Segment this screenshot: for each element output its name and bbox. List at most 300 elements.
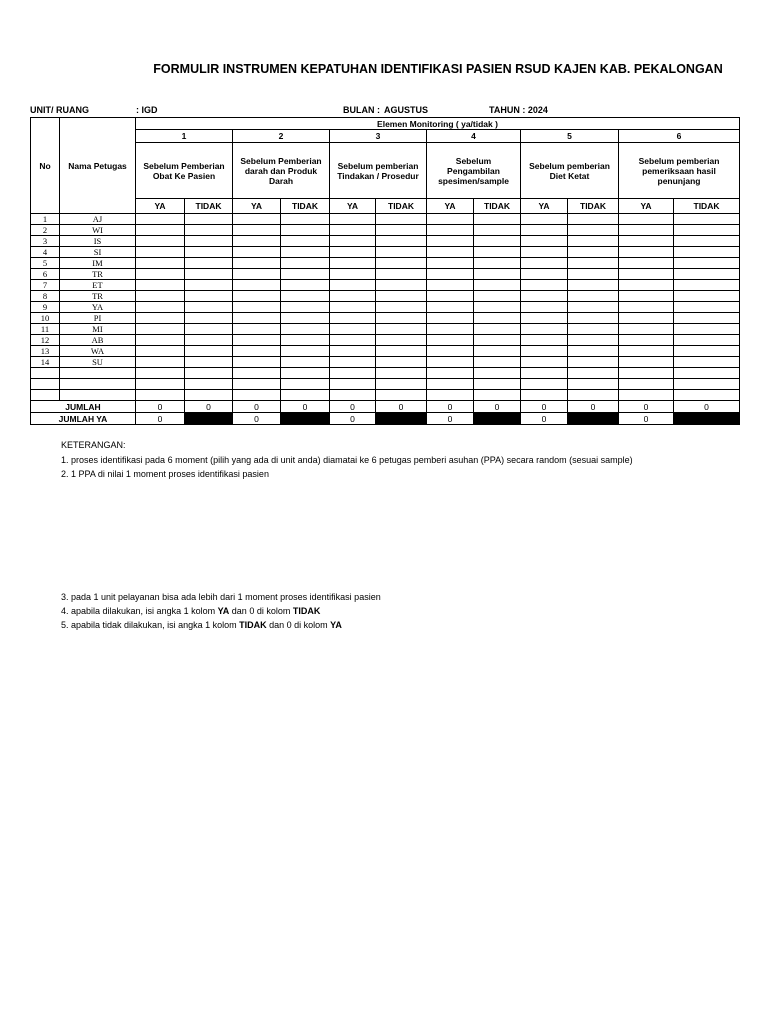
entry-cell[interactable] [474, 214, 521, 225]
blank-cell[interactable] [233, 379, 281, 390]
entry-cell[interactable] [376, 214, 427, 225]
jumlah-ya-value: 0 [619, 413, 674, 425]
blank-cell[interactable] [330, 379, 376, 390]
entry-cell[interactable] [233, 302, 281, 313]
entry-cell[interactable] [233, 225, 281, 236]
blank-cell[interactable] [427, 368, 474, 379]
entry-cell[interactable] [427, 214, 474, 225]
entry-cell[interactable] [136, 291, 185, 302]
blank-cell[interactable] [568, 379, 619, 390]
entry-cell[interactable] [568, 357, 619, 368]
tidak-header: TIDAK [185, 199, 233, 214]
header-row-group [31, 118, 740, 130]
blank-cell [31, 379, 60, 390]
entry-cell[interactable] [233, 335, 281, 346]
entry-cell[interactable] [427, 291, 474, 302]
jumlah-value: 0 [568, 401, 619, 413]
entry-cell[interactable] [521, 236, 568, 247]
entry-cell[interactable] [427, 225, 474, 236]
row-number: 2 [31, 225, 60, 236]
entry-cell[interactable] [281, 291, 330, 302]
entry-cell[interactable] [185, 302, 233, 313]
entry-cell[interactable] [281, 335, 330, 346]
entry-cell[interactable] [619, 269, 674, 280]
entry-cell[interactable] [233, 258, 281, 269]
note-line-5: 5. apabila tidak dilakukan, isi angka 1 kolom TIDAK dan 0 di kolom YA [61, 620, 342, 630]
entry-cell[interactable] [619, 357, 674, 368]
table-row [31, 357, 740, 368]
entry-cell[interactable] [185, 346, 233, 357]
entry-cell[interactable] [674, 214, 740, 225]
entry-cell[interactable] [330, 291, 376, 302]
bulan-label: BULAN : [343, 105, 380, 115]
entry-cell[interactable] [185, 225, 233, 236]
entry-cell[interactable] [427, 313, 474, 324]
blank-cell[interactable] [136, 379, 185, 390]
tidak-header: TIDAK [474, 199, 521, 214]
entry-cell[interactable] [568, 214, 619, 225]
entry-cell[interactable] [568, 313, 619, 324]
blank-cell[interactable] [330, 390, 376, 401]
entry-cell[interactable] [568, 258, 619, 269]
blank-cell[interactable] [474, 379, 521, 390]
row-number: 14 [31, 357, 60, 368]
entry-cell[interactable] [521, 335, 568, 346]
table-row [31, 225, 740, 236]
entry-cell[interactable] [674, 324, 740, 335]
blank-cell[interactable] [674, 379, 740, 390]
blank-cell[interactable] [185, 390, 233, 401]
entry-cell[interactable] [521, 313, 568, 324]
note-line-4: 4. apabila dilakukan, isi angka 1 kolom YA dan 0 di kolom TIDAK [61, 606, 321, 616]
entry-cell[interactable] [427, 346, 474, 357]
blank-cell[interactable] [427, 390, 474, 401]
row-name: AB [60, 335, 136, 346]
blank-cell[interactable] [281, 379, 330, 390]
jumlah-ya-row [31, 413, 740, 425]
entry-cell[interactable] [521, 214, 568, 225]
entry-cell[interactable] [185, 247, 233, 258]
row-number: 10 [31, 313, 60, 324]
entry-cell[interactable] [619, 335, 674, 346]
moment-number: 5 [521, 130, 619, 143]
blacked-out-cell [281, 413, 330, 425]
entry-cell[interactable] [330, 247, 376, 258]
row-number: 5 [31, 258, 60, 269]
entry-cell[interactable] [376, 280, 427, 291]
form-title: FORMULIR INSTRUMEN KEPATUHAN IDENTIFIKASI PASIEN RSUD KAJEN KAB. PEKALONGAN [153, 62, 723, 76]
entry-cell[interactable] [474, 302, 521, 313]
blank-cell[interactable] [619, 368, 674, 379]
entry-cell[interactable] [376, 291, 427, 302]
entry-cell[interactable] [674, 236, 740, 247]
row-name: SI [60, 247, 136, 258]
blank-cell[interactable] [136, 390, 185, 401]
entry-cell[interactable] [281, 280, 330, 291]
blank-cell[interactable] [474, 390, 521, 401]
entry-cell[interactable] [136, 214, 185, 225]
jumlah-label: JUMLAH [31, 401, 136, 413]
blank-cell[interactable] [521, 368, 568, 379]
monitoring-table [30, 117, 740, 425]
entry-cell[interactable] [330, 335, 376, 346]
entry-cell[interactable] [185, 335, 233, 346]
blank-cell[interactable] [427, 379, 474, 390]
entry-cell[interactable] [281, 324, 330, 335]
row-name: YA [60, 302, 136, 313]
jumlah-value: 0 [619, 401, 674, 413]
blank-cell[interactable] [330, 368, 376, 379]
entry-cell[interactable] [619, 214, 674, 225]
entry-cell[interactable] [281, 357, 330, 368]
entry-cell[interactable] [521, 302, 568, 313]
blank-cell[interactable] [568, 368, 619, 379]
entry-cell[interactable] [233, 280, 281, 291]
unit-value: : IGD [136, 105, 158, 115]
ya-header: YA [521, 199, 568, 214]
row-number: 9 [31, 302, 60, 313]
entry-cell[interactable] [330, 324, 376, 335]
entry-cell[interactable] [233, 247, 281, 258]
entry-cell[interactable] [474, 291, 521, 302]
entry-cell[interactable] [521, 247, 568, 258]
entry-cell[interactable] [376, 225, 427, 236]
entry-cell[interactable] [521, 346, 568, 357]
entry-cell[interactable] [376, 346, 427, 357]
row-name: WI [60, 225, 136, 236]
jumlah-ya-label: JUMLAH YA [31, 413, 136, 425]
entry-cell[interactable] [521, 324, 568, 335]
entry-cell[interactable] [568, 247, 619, 258]
entry-cell[interactable] [474, 324, 521, 335]
nama-header: Nama Petugas [60, 118, 136, 214]
blank-cell[interactable] [376, 390, 427, 401]
entry-cell[interactable] [568, 269, 619, 280]
entry-cell[interactable] [619, 236, 674, 247]
entry-cell[interactable] [427, 302, 474, 313]
entry-cell[interactable] [474, 236, 521, 247]
tidak-header: TIDAK [674, 199, 740, 214]
jumlah-value: 0 [521, 401, 568, 413]
moment-number: 2 [233, 130, 330, 143]
entry-cell[interactable] [521, 225, 568, 236]
entry-cell[interactable] [674, 247, 740, 258]
row-name: MI [60, 324, 136, 335]
entry-cell[interactable] [474, 280, 521, 291]
jumlah-value: 0 [185, 401, 233, 413]
entry-cell[interactable] [136, 302, 185, 313]
note-line-1: 1. proses identifikasi pada 6 moment (pilih yang ada di unit anda) diamatai ke 6 petugas pemberi asuhan (PPA) secara random (sesuai sample) [61, 455, 633, 465]
entry-cell[interactable] [185, 291, 233, 302]
entry-cell[interactable] [474, 313, 521, 324]
entry-cell[interactable] [281, 214, 330, 225]
note-line-2: 2. 1 PPA di nilai 1 moment proses identifikasi pasien [61, 469, 269, 479]
moment-label: Sebelum Pengambilan spesimen/sample [427, 143, 521, 199]
entry-cell[interactable] [330, 302, 376, 313]
row-name: TR [60, 269, 136, 280]
moment-label: Sebelum pemberian Diet Ketat [521, 143, 619, 199]
entry-cell[interactable] [474, 269, 521, 280]
row-name: ET [60, 280, 136, 291]
entry-cell[interactable] [330, 214, 376, 225]
entry-cell[interactable] [281, 236, 330, 247]
entry-cell[interactable] [521, 258, 568, 269]
table-row [31, 346, 740, 357]
entry-cell[interactable] [136, 335, 185, 346]
entry-cell[interactable] [185, 214, 233, 225]
entry-cell[interactable] [233, 269, 281, 280]
entry-cell[interactable] [136, 313, 185, 324]
entry-cell[interactable] [427, 247, 474, 258]
blank-cell[interactable] [521, 390, 568, 401]
notes-heading: KETERANGAN: [61, 440, 126, 450]
entry-cell[interactable] [674, 346, 740, 357]
entry-cell[interactable] [136, 280, 185, 291]
ya-header: YA [427, 199, 474, 214]
entry-cell[interactable] [568, 346, 619, 357]
note-line-3: 3. pada 1 unit pelayanan bisa ada lebih dari 1 moment proses identifikasi pasien [61, 592, 381, 602]
entry-cell[interactable] [521, 357, 568, 368]
entry-cell[interactable] [568, 225, 619, 236]
header-row-yatidak [31, 199, 740, 214]
entry-cell[interactable] [619, 302, 674, 313]
entry-cell[interactable] [619, 258, 674, 269]
blank-row [31, 379, 740, 390]
blank-cell[interactable] [376, 379, 427, 390]
entry-cell[interactable] [568, 324, 619, 335]
entry-cell[interactable] [330, 280, 376, 291]
moment-number: 4 [427, 130, 521, 143]
entry-cell[interactable] [427, 269, 474, 280]
entry-cell[interactable] [674, 258, 740, 269]
entry-cell[interactable] [674, 225, 740, 236]
entry-cell[interactable] [568, 236, 619, 247]
blank-cell [60, 379, 136, 390]
entry-cell[interactable] [674, 291, 740, 302]
entry-cell[interactable] [233, 346, 281, 357]
entry-cell[interactable] [136, 225, 185, 236]
entry-cell[interactable] [136, 236, 185, 247]
entry-cell[interactable] [427, 258, 474, 269]
blank-cell[interactable] [185, 379, 233, 390]
entry-cell[interactable] [136, 247, 185, 258]
table-row [31, 214, 740, 225]
blank-cell[interactable] [619, 390, 674, 401]
jumlah-ya-value: 0 [330, 413, 376, 425]
entry-cell[interactable] [619, 324, 674, 335]
jumlah-row [31, 401, 740, 413]
row-number: 12 [31, 335, 60, 346]
ya-header: YA [136, 199, 185, 214]
entry-cell[interactable] [427, 335, 474, 346]
blank-cell[interactable] [474, 368, 521, 379]
blank-cell[interactable] [521, 379, 568, 390]
moment-number: 6 [619, 130, 740, 143]
row-number: 13 [31, 346, 60, 357]
row-number: 6 [31, 269, 60, 280]
entry-cell[interactable] [136, 324, 185, 335]
blank-cell[interactable] [185, 368, 233, 379]
row-name: WA [60, 346, 136, 357]
entry-cell[interactable] [281, 258, 330, 269]
entry-cell[interactable] [521, 269, 568, 280]
entry-cell[interactable] [427, 236, 474, 247]
no-header: No [31, 118, 60, 214]
row-number: 4 [31, 247, 60, 258]
group-header: Elemen Monitoring ( ya/tidak ) [136, 118, 740, 130]
entry-cell[interactable] [674, 280, 740, 291]
tidak-header: TIDAK [281, 199, 330, 214]
entry-cell[interactable] [674, 269, 740, 280]
blank-cell[interactable] [568, 390, 619, 401]
entry-cell[interactable] [233, 291, 281, 302]
jumlah-value: 0 [136, 401, 185, 413]
entry-cell[interactable] [136, 357, 185, 368]
entry-cell[interactable] [376, 324, 427, 335]
table-row [31, 335, 740, 346]
entry-cell[interactable] [568, 280, 619, 291]
entry-cell[interactable] [674, 335, 740, 346]
entry-cell[interactable] [185, 313, 233, 324]
blank-cell[interactable] [136, 368, 185, 379]
entry-cell[interactable] [474, 335, 521, 346]
table-row [31, 324, 740, 335]
entry-cell[interactable] [330, 258, 376, 269]
jumlah-value: 0 [427, 401, 474, 413]
entry-cell[interactable] [619, 225, 674, 236]
entry-cell[interactable] [474, 357, 521, 368]
entry-cell[interactable] [474, 225, 521, 236]
entry-cell[interactable] [233, 214, 281, 225]
blank-cell[interactable] [674, 368, 740, 379]
entry-cell[interactable] [281, 247, 330, 258]
entry-cell[interactable] [185, 280, 233, 291]
moment-number: 3 [330, 130, 427, 143]
entry-cell[interactable] [376, 313, 427, 324]
entry-cell[interactable] [619, 280, 674, 291]
entry-cell[interactable] [281, 302, 330, 313]
entry-cell[interactable] [330, 357, 376, 368]
moment-label: Sebelum Pemberian Obat Ke Pasien [136, 143, 233, 199]
entry-cell[interactable] [521, 291, 568, 302]
entry-cell[interactable] [233, 357, 281, 368]
blank-cell[interactable] [233, 368, 281, 379]
jumlah-value: 0 [233, 401, 281, 413]
tahun-label: TAHUN : 2024 [489, 105, 548, 115]
blank-cell[interactable] [281, 368, 330, 379]
entry-cell[interactable] [521, 280, 568, 291]
entry-cell[interactable] [330, 346, 376, 357]
entry-cell[interactable] [185, 236, 233, 247]
blank-cell[interactable] [376, 368, 427, 379]
entry-cell[interactable] [376, 247, 427, 258]
entry-cell[interactable] [233, 236, 281, 247]
entry-cell[interactable] [376, 302, 427, 313]
entry-cell[interactable] [376, 335, 427, 346]
header-row-labels [31, 143, 740, 199]
entry-cell[interactable] [330, 236, 376, 247]
jumlah-ya-value: 0 [233, 413, 281, 425]
entry-cell[interactable] [568, 335, 619, 346]
entry-cell[interactable] [330, 225, 376, 236]
blank-cell[interactable] [619, 379, 674, 390]
entry-cell[interactable] [474, 346, 521, 357]
blank-cell [31, 368, 60, 379]
row-name: IS [60, 236, 136, 247]
jumlah-value: 0 [474, 401, 521, 413]
entry-cell[interactable] [233, 313, 281, 324]
blank-cell[interactable] [674, 390, 740, 401]
entry-cell[interactable] [568, 291, 619, 302]
entry-cell[interactable] [281, 269, 330, 280]
entry-cell[interactable] [281, 346, 330, 357]
table-row [31, 236, 740, 247]
jumlah-value: 0 [376, 401, 427, 413]
entry-cell[interactable] [376, 269, 427, 280]
entry-cell[interactable] [427, 357, 474, 368]
blank-cell [60, 368, 136, 379]
blank-cell[interactable] [281, 390, 330, 401]
moment-label: Sebelum pemberian Tindakan / Prosedur [330, 143, 427, 199]
entry-cell[interactable] [674, 357, 740, 368]
entry-cell[interactable] [185, 258, 233, 269]
entry-cell[interactable] [185, 269, 233, 280]
row-number: 7 [31, 280, 60, 291]
entry-cell[interactable] [330, 313, 376, 324]
entry-cell[interactable] [427, 324, 474, 335]
entry-cell[interactable] [136, 269, 185, 280]
entry-cell[interactable] [674, 302, 740, 313]
entry-cell[interactable] [376, 258, 427, 269]
row-name: SU [60, 357, 136, 368]
blacked-out-cell [185, 413, 233, 425]
entry-cell[interactable] [136, 258, 185, 269]
row-number: 1 [31, 214, 60, 225]
entry-cell[interactable] [281, 225, 330, 236]
blank-cell [31, 390, 60, 401]
entry-cell[interactable] [376, 357, 427, 368]
blacked-out-cell [568, 413, 619, 425]
entry-cell[interactable] [619, 313, 674, 324]
entry-cell[interactable] [185, 357, 233, 368]
jumlah-value: 0 [674, 401, 740, 413]
entry-cell[interactable] [674, 313, 740, 324]
entry-cell[interactable] [427, 280, 474, 291]
blank-cell[interactable] [233, 390, 281, 401]
entry-cell[interactable] [619, 346, 674, 357]
entry-cell[interactable] [376, 236, 427, 247]
row-number: 3 [31, 236, 60, 247]
entry-cell[interactable] [568, 302, 619, 313]
moment-label: Sebelum Pemberian darah dan Produk Darah [233, 143, 330, 199]
entry-cell[interactable] [619, 291, 674, 302]
row-number: 8 [31, 291, 60, 302]
entry-cell[interactable] [619, 247, 674, 258]
table-row [31, 291, 740, 302]
entry-cell[interactable] [185, 324, 233, 335]
ya-header: YA [233, 199, 281, 214]
entry-cell[interactable] [474, 247, 521, 258]
table-row [31, 313, 740, 324]
entry-cell[interactable] [281, 313, 330, 324]
moment-label: Sebelum pemberian pemeriksaan hasil penunjang [619, 143, 740, 199]
moment-number: 1 [136, 130, 233, 143]
entry-cell[interactable] [233, 324, 281, 335]
table-row [31, 269, 740, 280]
entry-cell[interactable] [330, 269, 376, 280]
entry-cell[interactable] [474, 258, 521, 269]
entry-cell[interactable] [136, 346, 185, 357]
